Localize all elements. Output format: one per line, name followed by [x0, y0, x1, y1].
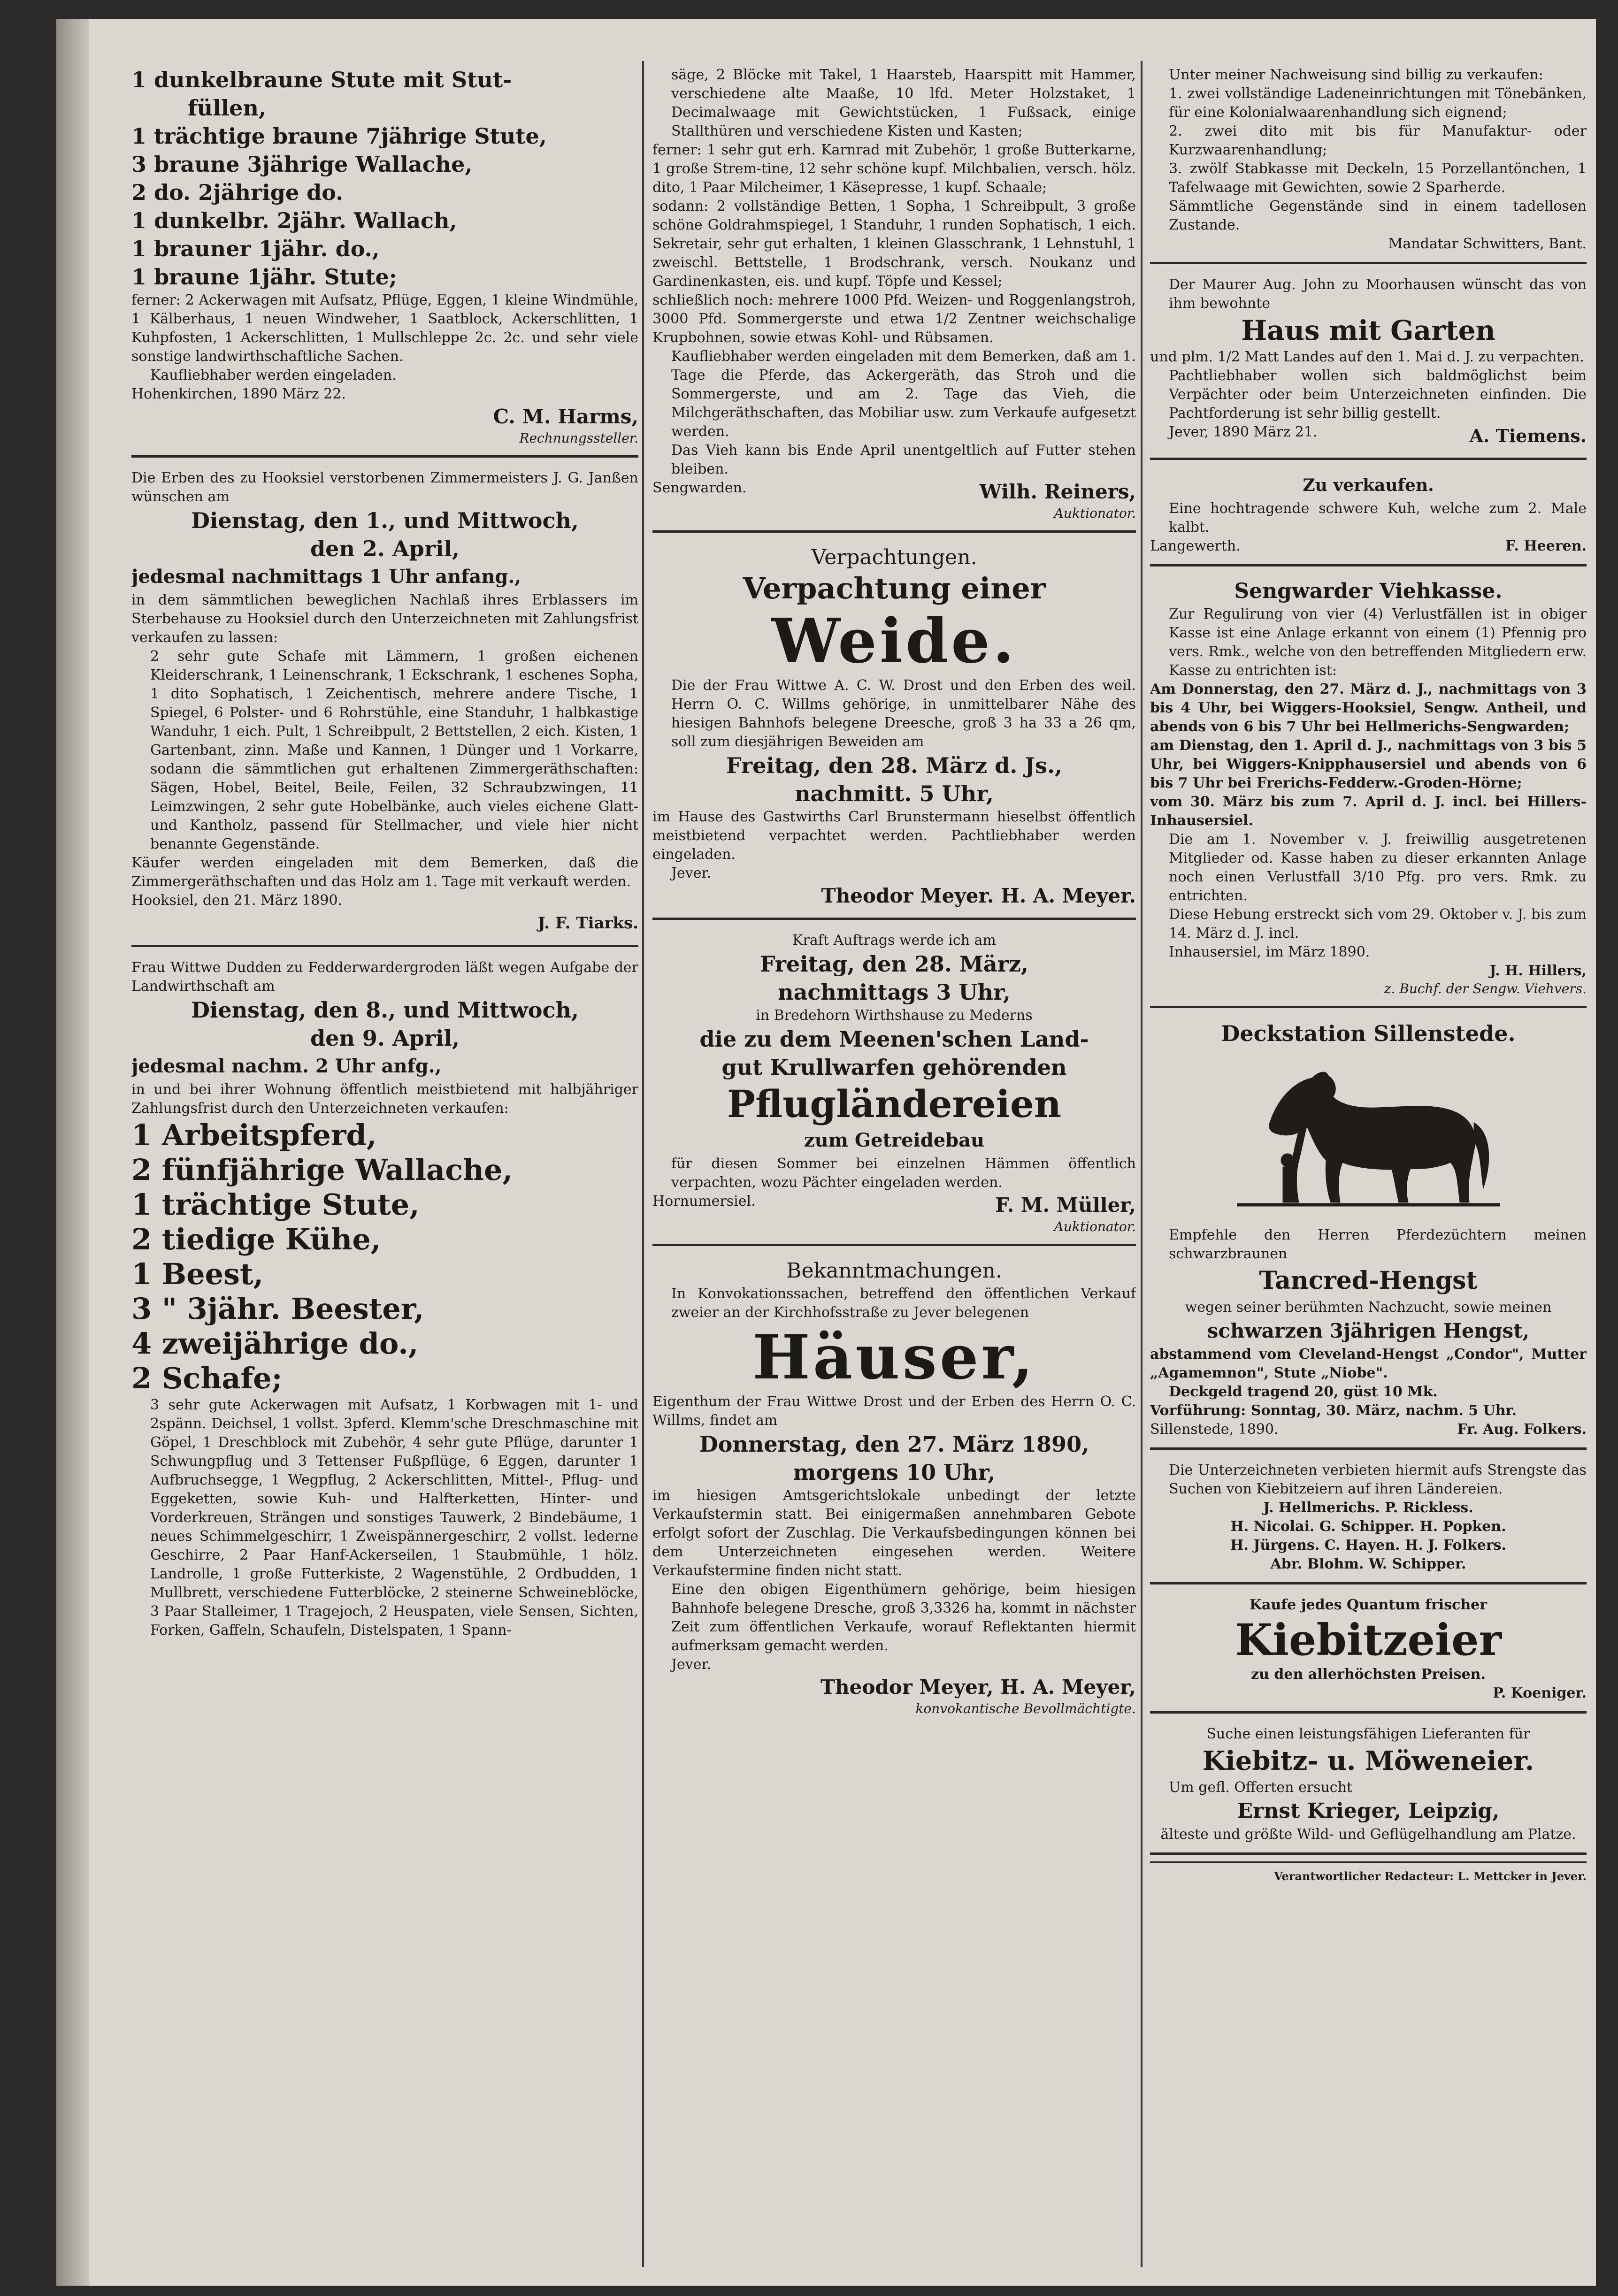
- ad-body: Um gefl. Offerten ersucht: [1169, 1779, 1352, 1796]
- signature: Theodor Meyer. H. A. Meyer.: [821, 884, 1136, 907]
- section-header: Bekanntmachungen.: [786, 1259, 1002, 1283]
- signature-row: [1150, 537, 1587, 556]
- ground-line: [1237, 1203, 1500, 1206]
- ad-date: am Dienstag, den 1. April d. J., nachmittags von 3 bis 5 Uhr, bei Wiggers-Knipphausersiel und abends von 6 bis 7 Uhr bei Frerichs-Fedderw.-Groden-Hörne;: [1150, 737, 1587, 791]
- groom-body: [1283, 1167, 1293, 1202]
- signature: F. M. Müller,: [995, 1194, 1136, 1217]
- ad-note: Sämmtliche Gegenstände sind in einem tadellosen Zustande.: [1169, 198, 1587, 233]
- ad-body: Empfehle den Herren Pferdezüchtern meinen schwarzbraunen: [1169, 1227, 1587, 1262]
- signature-title: Auktionator.: [1054, 1219, 1136, 1234]
- ad-body: Pachtliebhaber wollen sich baldmöglichst beim Verpächter oder beim Unterzeichneten einfinden. Die Pachtforderung ist sehr billig gestellt.: [1169, 367, 1587, 421]
- ad-intro: Kaufe jedes Quantum frischer: [1249, 1597, 1488, 1613]
- place: Langewerth.: [1150, 538, 1241, 554]
- signature: Wilh. Reiners,: [979, 480, 1136, 503]
- ad-date: Dienstag, den 1., und Mittwoch,: [191, 508, 579, 533]
- ad-date: Am Donnerstag, den 27. März d. J., nachmittags von 3 bis 4 Uhr, bei Wiggers-Hooksiel, Sengw. Antheil, und abends von 6 bis 7 Uhr bei Hellmerichs-Sengwarden;: [1150, 681, 1587, 735]
- ad-haus-mit-garten: [1150, 271, 1587, 460]
- ad-name: schwarzen 3jährigen Hengst,: [1207, 1319, 1530, 1342]
- list-item: 1 Arbeitspferd,: [131, 1118, 377, 1152]
- ad-body: Eigenthum der Frau Wittwe Drost und der Erben des Herrn O. C. Willms, findet am: [652, 1393, 1136, 1429]
- ad-body: im Hause des Gastwirths Carl Brunstermann hieselbst öffentlich meistbietend verpachtet werden. Pachtliebhaber werden eingeladen.: [652, 809, 1136, 863]
- ad-location: in Bredehorn Wirthshause zu Mederns: [756, 1007, 1033, 1024]
- ad-janssen-auction: [131, 464, 638, 947]
- ad-schwitters-sale: [1150, 61, 1587, 264]
- ad-kiebitzeier: [1150, 1591, 1587, 1714]
- footer-editor: Verantwortlicher Redacteur: L. Mettcker in Jever.: [1150, 1861, 1587, 1886]
- column-2: [652, 61, 1136, 2267]
- ad-title: Deckstation Sillenstede.: [1221, 1021, 1516, 1046]
- ferner-text: ferner: 2 Ackerwagen mit Aufsatz, Pflüge, Eggen, 1 kleine Windmühle, 1 Kälberhaus, 1 neuen Windweher, 1 Saatblock, Ackerschlitten, 1 Kuhpfosten, 1 Ackerschlitten, 1 Mullschleppe 2c. 2c. und sehr viele sonstige landwirthschaftliche Sachen.: [131, 292, 638, 365]
- ad-body: im hiesigen Amtsgerichtslokale unbedingt der letzte Verkaufstermin statt. Bei einigermaßen annehmbaren Gebote erfolgt sofort der Zuschlag. Die Verkaufsbedingungen können bei dem Unterzeichneten eingesehen werden. Weitere Verkaufstermine finden nicht statt.: [652, 1487, 1136, 1579]
- place: Jever, 1890 März 21.: [1169, 424, 1318, 440]
- ad-intro: Der Maurer Aug. John zu Moorhausen wünscht das von ihm bewohnte: [1169, 276, 1587, 312]
- list-item: 3. zwölf Stabkasse mit Deckeln, 15 Porzellantönchen, 1 Tafelwaage mit Gewichten, sowie 2 Sparherde.: [1169, 161, 1587, 196]
- place: Hornumersiel.: [652, 1193, 756, 1209]
- ad-note: Käufer werden eingeladen mit dem Bemerken, daß die Zimmergeräthschaften und das Holz am 1. Tage mit verkauft werden.: [131, 855, 638, 890]
- ad-body: für diesen Sommer bei einzelnen Hämmen öffentlich verpachten, wozu Pächter eingeladen werden.: [671, 1156, 1136, 1191]
- livestock-list: [131, 1118, 638, 1396]
- ad-items: 2 sehr gute Schafe mit Lämmern, 1 großen eichenen Kleiderschrank, 1 Leinenschrank, 1 Eckschrank, 1 eschenes Sopha, 1 dito Sophatisch, 1 Zeichentisch, mehrere andere Tische, 1 Spiegel, 6 Polster- und 6 Rohrstühle, eine Standuhr, 1 halbkastige Wanduhr, 1 eich. Pult, 1 Schreibpult, 2 Bettstellen, 2 eich. Kisten, 1 Gartenbant, zinn. Maße und Kannen, 1 Dünger und 1 Vorkarre, sodann die sämmtlichen gut erhaltenen Zimmergeräthschaften: Sägen, Hobel, Beitel, Beile, Feilen, 32 Schraubzwingen, 11 Leimzwingen, 2 sehr gute Hobelbänke, auch vieles eichene Glatt- und Kantholz, passend für Stellmacher, und viele hier nicht benannte Gegenstände.: [150, 648, 638, 852]
- newspaper-page: [56, 19, 1596, 2286]
- signature: Mandatar Schwitters, Bant.: [1388, 236, 1587, 252]
- ad-date: vom 30. März bis zum 7. April d. J. incl. bei Hillers-Inhausersiel.: [1150, 794, 1587, 829]
- ad-harms-auction: [131, 61, 638, 458]
- ad-pfluglaendereien: [652, 926, 1136, 1246]
- ad-schliesslich: schließlich noch: mehrere 1000 Pfd. Weizen- und Roggenlangstroh, 3000 Pfd. Sommergerste und etwa 1/2 Zentner weichschalige Krupbohnen, sowie etwas Kohl- und Rübsamen.: [652, 292, 1136, 346]
- ad-heading: die zu dem Meenen'schen Land-: [699, 1026, 1089, 1052]
- ad-fee: Deckgeld tragend 20, güst 10 Mk.: [1169, 1384, 1438, 1400]
- signature: J. F. Tiarks.: [537, 914, 638, 933]
- list-item: füllen,: [188, 95, 266, 121]
- signature: J. H. Hillers,: [1489, 963, 1587, 979]
- ad-body: Die am 1. November v. J. freiwillig ausgetretenen Mitglieder od. Kasse haben zu dieser erkannten Anlage noch einen Verlustfall 3/10 Pfg. pro vers. Rmk. zu entrichten.: [1169, 831, 1587, 904]
- signature: C. M. Harms,: [493, 405, 638, 428]
- ad-title: Kiebitz- u. Möweneier.: [1202, 1745, 1534, 1776]
- signature: P. Koeniger.: [1493, 1685, 1587, 1701]
- signature: Ernst Krieger, Leipzig,: [1237, 1799, 1500, 1823]
- signature-title: z. Buchf. der Sengw. Viehvers.: [1384, 981, 1587, 996]
- place: Inhausersiel, im März 1890.: [1169, 944, 1370, 960]
- ad-weide-lease: [652, 539, 1136, 920]
- signature: Theodor Meyer, H. A. Meyer,: [820, 1676, 1136, 1699]
- ad-note: Das Vieh kann bis Ende April unentgeltlich auf Futter stehen bleiben.: [671, 442, 1136, 477]
- signature: F. Heeren.: [1505, 538, 1587, 554]
- ad-moeweneier: [1150, 1720, 1587, 1855]
- ad-haeuser-sale: [652, 1253, 1136, 1726]
- ad-date: den 2. April,: [310, 536, 460, 561]
- place: Jever.: [671, 865, 712, 881]
- signature-title: Rechnungssteller.: [519, 430, 638, 446]
- ad-date: Donnerstag, den 27. März 1890,: [699, 1431, 1089, 1457]
- list-item: 1 trächtige braune 7jährige Stute,: [131, 123, 547, 149]
- ad-intro: Die Erben des zu Hooksiel verstorbenen Zimmermeisters J. G. Janßen wünschen am: [131, 470, 638, 505]
- ad-date: nachmittags 3 Uhr,: [778, 980, 1011, 1005]
- ad-date: den 9. April,: [310, 1026, 460, 1051]
- section-header: Verpachtungen.: [811, 545, 977, 569]
- ad-body: und plm. 1/2 Matt Landes auf den 1. Mai d. J. zu verpachten.: [1150, 349, 1584, 365]
- ad-body: Eine hochtragende schwere Kuh, welche zum 2. Male kalbt.: [1169, 500, 1587, 536]
- ad-date: Freitag, den 28. März,: [759, 951, 1029, 977]
- invite-text: Kaufliebhaber werden eingeladen.: [150, 367, 397, 383]
- signature-title: älteste und größte Wild- und Geflügelhandlung am Platze.: [1160, 1826, 1576, 1843]
- signature: A. Tiemens.: [1469, 425, 1587, 446]
- list-item: 1 Beest,: [131, 1257, 264, 1291]
- list-item: 2. zwei dito mit bis für Manufaktur- oder Kurzwaarenhandlung;: [1169, 123, 1587, 158]
- list-item: 3 braune 3jährige Wallache,: [131, 152, 473, 177]
- ad-kiebitz-verbot: [1150, 1456, 1587, 1584]
- signature-row: [652, 1192, 1136, 1218]
- ad-intro: Suche einen leistungsfähigen Lieferanten für: [1206, 1726, 1530, 1742]
- column-rule-1: [642, 61, 644, 2267]
- place: Sengwarden.: [652, 480, 747, 496]
- list-item: 1 dunkelbraune Stute mit Stut-: [131, 67, 512, 92]
- ad-date: morgens 10 Uhr,: [793, 1460, 996, 1485]
- column-1: [131, 61, 638, 2267]
- groom-head: [1281, 1154, 1294, 1167]
- ad-title: Sengwarder Viehkasse.: [1234, 579, 1503, 603]
- list-item: 2 tiedige Kühe,: [131, 1222, 381, 1256]
- horse-tail: [1474, 1123, 1489, 1188]
- ad-reiners-auction: [652, 61, 1136, 533]
- list-item: 2 fünfjährige Wallache,: [131, 1153, 513, 1187]
- signature: Fr. Aug. Folkers.: [1457, 1421, 1587, 1438]
- ad-title-large: Weide.: [771, 605, 1017, 677]
- ad-body: wegen seiner berühmten Nachzucht, sowie meinen: [1185, 1299, 1552, 1316]
- signature-title: konvokantische Bevollmächtigte.: [915, 1701, 1136, 1716]
- ad-title-large: Pflugländereien: [727, 1082, 1062, 1126]
- signature-row: [652, 479, 1136, 505]
- list-item: J. Hellmerichs. P. Rickless.: [1263, 1500, 1473, 1516]
- place: Jever.: [671, 1656, 712, 1673]
- list-item: H. Nicolai. G. Schipper. H. Popken.: [1230, 1518, 1506, 1535]
- signature-row: [1150, 1420, 1587, 1439]
- place: Sillenstede, 1890.: [1150, 1421, 1279, 1438]
- ad-body: in dem sämmtlichen beweglichen Nachlaß ihres Erblassers im Sterbehause zu Hooksiel durch den Unterzeichneten mit Zahlungsfrist verkaufen zu lassen:: [131, 592, 638, 646]
- ad-subtitle: zum Getreidebau: [804, 1129, 985, 1151]
- ad-name: Tancred-Hengst: [1259, 1266, 1478, 1295]
- list-item: 4 zweijährige do.,: [131, 1326, 419, 1361]
- ad-date: Freitag, den 28. März d. Js.,: [726, 753, 1062, 778]
- ad-dudden-auction: [131, 954, 638, 1648]
- page-binding-edge: [56, 19, 89, 2286]
- ad-title: Verpachtung einer: [743, 571, 1046, 605]
- ad-body: in und bei ihrer Wohnung öffentlich meistbietend mit halbjähriger Zahlungsfrist durch den Unterzeichneten verkaufen:: [131, 1081, 638, 1117]
- ad-date: nachmitt. 5 Uhr,: [795, 781, 994, 806]
- horse-illustration: [1237, 1052, 1500, 1221]
- ad-kuh-sale: [1150, 467, 1587, 566]
- ad-heading: gut Krullwarfen gehörenden: [721, 1055, 1067, 1080]
- ad-deckstation: [1150, 1015, 1587, 1450]
- column-3: [1150, 61, 1587, 2267]
- ad-subtitle: zu den allerhöchsten Preisen.: [1251, 1666, 1486, 1683]
- place-date: Hohenkirchen, 1890 März 22.: [131, 386, 346, 402]
- ad-time: jedesmal nachmittags 1 Uhr anfang.,: [131, 566, 521, 588]
- ad-viehkasse: [1150, 573, 1587, 1008]
- list-item: H. Jürgens. C. Hayen. H. J. Folkers.: [1230, 1537, 1506, 1554]
- list-item: 1 braune 1jähr. Stute;: [131, 264, 397, 290]
- ad-body: Die der Frau Wittwe A. C. W. Drost und den Erben des weil. Herrn O. C. Willms gehörige, in unmittelbarer Nähe des hiesigen Bahnhofs belegene Dreesche, groß 3 ha 33 a 26 qm, soll zum diesjährigen Beweiden am: [671, 677, 1136, 750]
- ad-note: Kaufliebhaber werden eingeladen mit dem Bemerken, daß am 1. Tage die Pferde, das Ackergeräth, das Stroh und die Sommergerste, und am 2. Tage das Vieh, die Milchgeräthschaften, das Mobiliar usw. zum Verkaufe aufgesetzt werden.: [671, 348, 1136, 440]
- ad-items: 3 sehr gute Ackerwagen mit Aufsatz, 1 Korbwagen mit 1- und 2spänn. Deichsel, 1 vollst. 3pferd. Klemm'sche Dreschmaschine mit Göpel, 1 Dreschblock mit Zubehör, 4 sehr gute Pflüge, darunter 1 Schwungpflug und 3 Tettenser Fußpflüge, 6 Eggen, darunter 1 Aufbruchsegge, 1 Wegpflug, 2 Ackerschlitten, Mittel-, Pflug- und Eggeketten, sowie Kuh- und Halfterketten, Hinter- und Vorderkreuen, Strängen und sonstiges Tauwerk, 2 Bindebäume, 1 neues Schimmelgeschirr, 1 Zweispännergeschirr, 2 vollst. lederne Geschirre, 2 Paar Hanf-Ackerseilen, 1 Staubmühle, 1 hölz. Landrolle, 1 große Futterkiste, 2 Wagenstühle, 2 Ordbudden, 1 Mullbrett, verschiedene Futterblöcke, 2 steinerne Schweineblöcke, 3 Paar Stalleimer, 1 Tragejoch, 2 Heuspaten, viele Sensen, Sichten, Forken, Gaffeln, Schaufeln, Distelspaten, 1 Spann-: [150, 1397, 638, 1638]
- ad-title-large: Häuser,: [752, 1321, 1036, 1393]
- list-item: 1 brauner 1jähr. do.,: [131, 236, 380, 261]
- list-item: 1 trächtige Stute,: [131, 1187, 420, 1222]
- ad-body: Zur Regulirung von vier (4) Verlustfällen ist in obiger Kasse ist eine Anlage erkannt von einem (1) Pfennig pro vers. Rmk., welche von den betreffenden Mitgliedern erw. Kasse zu entrichten ist:: [1169, 606, 1587, 679]
- ad-title-large: Kiebitzeier: [1235, 1615, 1502, 1665]
- ad-title: Haus mit Garten: [1241, 314, 1495, 346]
- list-item: 3 " 3jähr. Beester,: [131, 1292, 424, 1326]
- place-date: Hooksiel, den 21. März 1890.: [131, 892, 343, 909]
- ad-intro: In Konvokationssachen, betreffend den öffentlichen Verkauf zweier an der Kirchhofsstraße zu Jever belegenen: [671, 1286, 1136, 1321]
- ad-ferner: ferner: 1 sehr gut erh. Karnrad mit Zubehör, 1 große Butterkarne, 1 große Strem-tine, 12 sehr schöne kupf. Milchbalien, versch. hölz. dito, 1 Paar Milcheimer, 1 Käsepresse, 1 kupf. Schaale;: [652, 142, 1136, 196]
- ad-show: Vorführung: Sonntag, 30. März, nachm. 5 Uhr.: [1150, 1402, 1517, 1419]
- list-item: Abr. Blohm. W. Schipper.: [1270, 1556, 1466, 1572]
- ad-continuation: säge, 2 Blöcke mit Takel, 1 Haarsteb, Haarspitt mit Hammer, verschiedene alte Maaße, 10 lfd. Meter Holzstaket, 1 Decimalwaage mit Gewichtstücken, 1 Fußsack, einige Stallthüren und verschiedene Kisten und Kasten;: [671, 67, 1136, 139]
- list-item: 2 Schafe;: [131, 1361, 283, 1395]
- column-rule-2: [1141, 61, 1143, 2267]
- ad-body: Die Unterzeichneten verbieten hiermit aufs Strengste das Suchen von Kiebitzeiern auf ihren Ländereien.: [1169, 1462, 1587, 1497]
- list-item: 1 dunkelbr. 2jähr. Wallach,: [131, 208, 457, 233]
- livestock-list: [131, 66, 638, 291]
- list-item: 1. zwei vollständige Ladeneinrichtungen mit Tönebänken, für eine Kolonialwaarenhandlung sich eignend;: [1169, 85, 1587, 121]
- ad-title: Zu verkaufen.: [1303, 475, 1434, 495]
- ad-body: Eine den obigen Eigenthümern gehörige, beim hiesigen Bahnhofe belegene Dresche, groß 3,3326 ha, kommt in nächster Zeit zum öffentlichen Verkaufe, worauf Reflektanten hiermit aufmerksam gemacht werden.: [671, 1581, 1136, 1654]
- ad-body: abstammend vom Cleveland-Hengst „Condor", Mutter „Agamemnon", Stute „Niobe".: [1150, 1346, 1587, 1381]
- ad-intro: Unter meiner Nachweisung sind billig zu verkaufen:: [1169, 67, 1543, 83]
- ad-intro: Frau Wittwe Dudden zu Fedderwardergroden läßt wegen Aufgabe der Landwirthschaft am: [131, 959, 638, 995]
- signature-row: [1150, 423, 1587, 449]
- ad-intro: Kraft Auftrags werde ich am: [792, 932, 996, 949]
- ad-date: Dienstag, den 8., und Mittwoch,: [191, 997, 579, 1023]
- signature-title: Auktionator.: [1054, 505, 1136, 521]
- ad-sodann: sodann: 2 vollständige Betten, 1 Sopha, 1 Schreibpult, 3 große schöne Goldrahmspiegel, 1 Standuhr, 1 runden Sophatisch, 1 eich. Sekretair, sehr gut erhalten, 1 kleinen Glasschrank, 1 Lehnstuhl, 1 zweischl. Bettstelle, 1 Brodschrank, versch. Noukanz und Gardinenkasten, eis. und kupf. Töpfe und Kessel;: [652, 198, 1136, 290]
- list-item: 2 do. 2jährige do.: [131, 180, 344, 205]
- ad-time: jedesmal nachm. 2 Uhr anfg.,: [131, 1055, 442, 1077]
- ad-body: Diese Hebung erstreckt sich vom 29. Oktober v. J. bis zum 14. März d. J. incl.: [1169, 906, 1587, 941]
